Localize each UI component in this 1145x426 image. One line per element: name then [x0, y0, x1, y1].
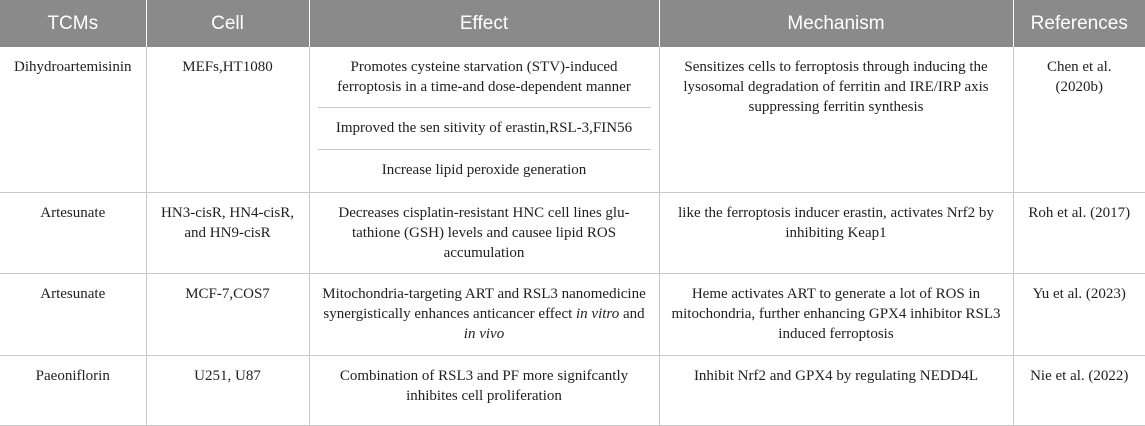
cell-line-cell: MCF-7,COS7 — [146, 274, 309, 356]
effect-cell — [309, 274, 659, 356]
effect-text: Mitochondria-targeting ART and RSL3 nanomedicine synergistically enhances anticancer effect — [322, 286, 646, 322]
reference-cell: Roh et al. (2017) — [1013, 193, 1145, 274]
effect-cell: Decreases cisplatin-resistant HNC cell lines glu- tathione (GSH) levels and causee lipid ROS accumulation — [309, 193, 659, 274]
tcm-cell: Artesunate — [0, 274, 146, 356]
effect-italic-in-vivo: in vivo — [463, 326, 505, 342]
mechanism-text: Sensitizes cells to ferroptosis through inducing the lysosomal degradation of ferritin and IRE/IRP axis suppressing ferritin synthesis — [683, 59, 989, 115]
effect-and: and — [622, 306, 645, 322]
mechanism-cell: Inhibit Nrf2 and GPX4 by regulating NEDD4L — [659, 356, 1013, 426]
mechanism-cell: Heme activates ART to generate a lot of ROS in mitochondria, further enhancing GPX4 inhibitor RSL3 induced ferroptosis — [659, 274, 1013, 356]
header-effect: Effect — [309, 0, 659, 47]
header-cell: Cell — [146, 0, 309, 47]
table-row — [0, 356, 1145, 426]
effect-item: Promotes cysteine starvation (STV)-induced ferroptosis in a time-and dose-dependent manner — [318, 47, 651, 108]
reference-cell: Nie et al. (2022) — [1013, 356, 1145, 426]
tcm-cell — [0, 47, 146, 193]
cell-line: MEFs,HT1080 — [182, 59, 273, 75]
header-row — [0, 0, 1145, 47]
mechanism-cell: like the ferroptosis inducer erastin, activates Nrf2 by inhibiting Keap1 — [659, 193, 1013, 274]
cell-line-cell: U251, U87 — [146, 356, 309, 426]
tcm-cell: Paeoniflorin — [0, 356, 146, 426]
mechanism-cell — [659, 47, 1013, 193]
table-row — [0, 47, 1145, 193]
table-row — [0, 274, 1145, 356]
header-references: References — [1013, 0, 1145, 47]
reference-cell — [1013, 47, 1145, 193]
header-tcms: TCMs — [0, 0, 146, 47]
reference-cell: Yu et al. (2023) — [1013, 274, 1145, 356]
effect-italic-in-vitro: in vitro — [576, 306, 620, 322]
effect-item: Improved the sen sitivity of erastin,RSL-3,FIN56 — [318, 108, 651, 150]
reference-text: Chen et al. (2020b) — [1046, 59, 1112, 95]
effect-cell — [309, 47, 659, 193]
effect-cell: Combination of RSL3 and PF more signifcantly inhibites cell proliferation — [309, 356, 659, 426]
table-row — [0, 193, 1145, 274]
tcm-cell: Artesunate — [0, 193, 146, 274]
tcm-name: Dihydroartemisinin — [14, 59, 132, 75]
effect-item: Increase lipid peroxide generation — [381, 162, 587, 178]
header-mechanism: Mechanism — [659, 0, 1013, 47]
cell-line-cell: HN3-cisR, HN4-cisR, and HN9-cisR — [146, 193, 309, 274]
cell-line-cell — [146, 47, 309, 193]
